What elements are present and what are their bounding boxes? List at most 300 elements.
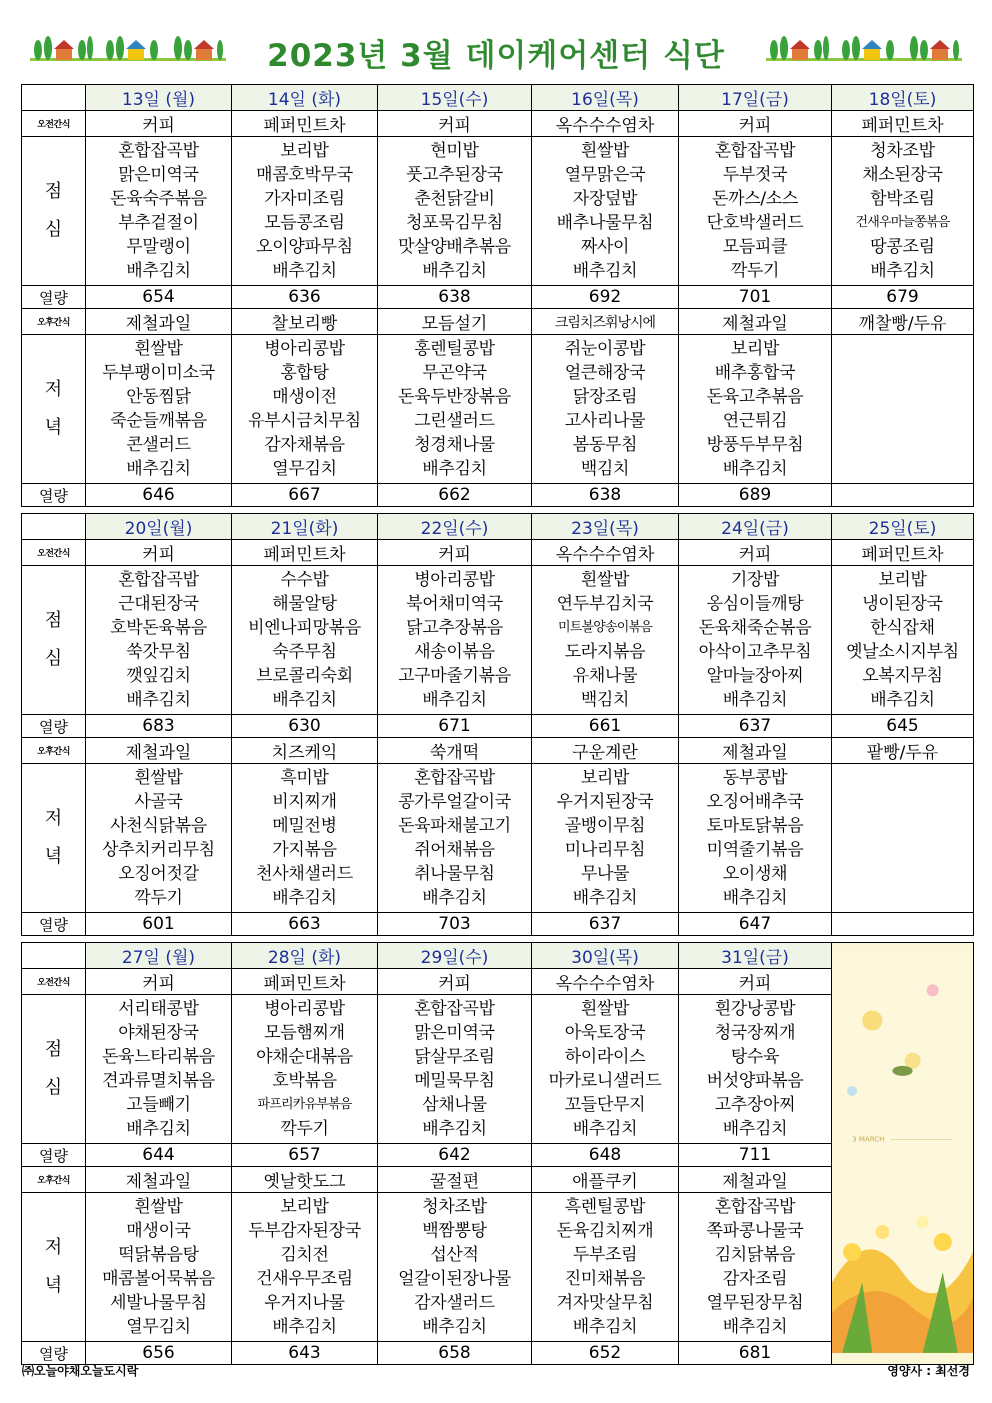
lunch-kcal: 648 <box>532 1144 679 1167</box>
menu-item: 배추김치 <box>422 1119 487 1139</box>
menu-item: 방풍두부무침 <box>706 435 804 455</box>
menu-item: 새송이볶음 <box>414 642 495 662</box>
menu-item: 그린샐러드 <box>414 411 495 431</box>
menu-item: 두부팽이미소국 <box>102 363 215 383</box>
menu-item: 세발나물무침 <box>110 1293 207 1313</box>
menu-item: 돈육김치찌개 <box>556 1221 654 1241</box>
menu-item: 배추김치 <box>422 459 487 479</box>
menu-item: 건새우마늘쫑볶음 <box>855 215 950 230</box>
menu-item: 배추김치 <box>422 1317 487 1337</box>
label-char: 심 <box>44 1077 63 1098</box>
menu-item: 옛날소시지부침 <box>846 642 959 662</box>
menu-item: 고들빼기 <box>126 1095 191 1115</box>
dinner-menu <box>679 335 832 484</box>
label-char: 점 <box>44 181 63 202</box>
menu-item: 견과류멸치볶음 <box>102 1071 215 1091</box>
kcal-label: 열량 <box>22 484 86 507</box>
morning-snack: 페퍼민트차 <box>232 969 378 995</box>
lunch-menu <box>532 995 679 1144</box>
village-decoration-icon <box>764 32 964 72</box>
morning-snack: 커피 <box>378 540 532 566</box>
lunch-menu <box>378 137 532 286</box>
menu-item: 배추김치 <box>572 261 638 281</box>
dinner-kcal <box>832 484 974 507</box>
dinner-menu <box>832 764 974 913</box>
morning-snack-label: 오전간식 <box>22 111 86 137</box>
day-header: 15일(수) <box>378 85 532 111</box>
menu-item: 닭장조림 <box>572 387 638 407</box>
menu-item: 얼큰해장국 <box>564 363 646 383</box>
morning-snack-label: 오전간식 <box>22 540 86 566</box>
menu-item: 병아리콩밥 <box>264 999 345 1019</box>
menu-item: 배추김치 <box>272 261 337 281</box>
menu-item: 돈육채죽순볶음 <box>698 618 812 638</box>
menu-item: 두부감자된장국 <box>248 1221 361 1241</box>
lunch-menu <box>86 566 232 715</box>
lunch-menu <box>232 137 378 286</box>
menu-item: 청포묵김무침 <box>406 213 503 233</box>
lunch-menu <box>232 995 378 1144</box>
dinner-menu <box>232 1193 378 1342</box>
lunch-kcal: 645 <box>832 715 974 738</box>
lunch-menu <box>679 995 832 1144</box>
menu-item: 맑은미역국 <box>414 1023 495 1043</box>
dinner-kcal: 637 <box>532 913 679 936</box>
menu-item: 땅콩조림 <box>870 237 935 257</box>
lunch-kcal: 692 <box>532 286 679 309</box>
afternoon-snack: 크림치즈휘낭시에 <box>532 309 679 335</box>
lunch-menu <box>532 566 679 715</box>
menu-item: 닭살무조림 <box>414 1047 495 1067</box>
menu-item: 파프리카유부볶음 <box>257 1097 352 1112</box>
menu-item: 혼합잡곡밥 <box>414 999 495 1019</box>
menu-item: 보리밥 <box>878 570 927 590</box>
morning-snack: 커피 <box>86 969 232 995</box>
lunch-label <box>22 566 86 715</box>
menu-item: 도라지볶음 <box>564 642 646 662</box>
menu-item: 흑미밥 <box>280 768 329 788</box>
month-caption: 3 MARCH <box>852 1134 885 1144</box>
label-char: 녁 <box>44 1275 63 1296</box>
dinner-menu <box>232 764 378 913</box>
menu-item: 돈육숙주볶음 <box>110 189 207 209</box>
menu-item: 배추홍합국 <box>714 363 796 383</box>
page-title: 2023년 3월 데이케어센터 식단 <box>267 38 725 74</box>
kcal-label: 열량 <box>22 1144 86 1167</box>
menu-item: 배추김치 <box>422 690 487 710</box>
menu-item: 배추김치 <box>126 459 191 479</box>
menu-item: 상추치커리무침 <box>102 840 215 860</box>
menu-item: 단호박샐러드 <box>706 213 804 233</box>
menu-item: 흰강낭콩밥 <box>714 999 796 1019</box>
day-header: 21일(화) <box>232 514 378 540</box>
menu-item: 고추장아찌 <box>714 1095 796 1115</box>
day-header: 31일(금) <box>679 943 832 969</box>
afternoon-snack: 옛날핫도그 <box>232 1167 378 1193</box>
lunch-kcal: 642 <box>378 1144 532 1167</box>
dinner-label <box>22 1193 86 1342</box>
menu-item: 오이생채 <box>722 864 788 884</box>
menu-item: 콘샐러드 <box>126 435 191 455</box>
afternoon-snack: 제철과일 <box>679 309 832 335</box>
header <box>20 24 972 76</box>
menu-item: 유부시금치무침 <box>248 411 361 431</box>
lunch-kcal: 644 <box>86 1144 232 1167</box>
menu-item: 탕수육 <box>730 1047 780 1067</box>
lunch-kcal: 657 <box>232 1144 378 1167</box>
menu-item: 혼합잡곡밥 <box>414 768 495 788</box>
afternoon-snack: 제철과일 <box>86 309 232 335</box>
dinner-menu <box>532 1193 679 1342</box>
menu-item: 청경채나물 <box>414 435 495 455</box>
menu-item: 배추김치 <box>126 690 191 710</box>
menu-item: 감자샐러드 <box>414 1293 495 1313</box>
morning-snack: 커피 <box>679 969 832 995</box>
dinner-menu <box>832 335 974 484</box>
afternoon-snack: 모듬설기 <box>378 309 532 335</box>
nutritionist-name: 영양사 : 최선경 <box>887 1364 970 1378</box>
menu-item: 배추나물무침 <box>556 213 654 233</box>
meal-plan-table <box>21 84 974 1365</box>
menu-item: 메밀묵무침 <box>414 1071 495 1091</box>
lunch-kcal: 671 <box>378 715 532 738</box>
day-header: 27일 (월) <box>86 943 232 969</box>
afternoon-snack: 깨찰빵/두유 <box>832 309 974 335</box>
menu-item: 열무김치 <box>272 459 337 479</box>
day-header: 17일(금) <box>679 85 832 111</box>
menu-item: 미나리무침 <box>564 840 646 860</box>
afternoon-snack: 제철과일 <box>679 738 832 764</box>
menu-item: 흰쌀밥 <box>580 570 630 590</box>
lunch-kcal: 638 <box>378 286 532 309</box>
menu-item: 배추김치 <box>272 1317 337 1337</box>
menu-item: 보리밥 <box>580 768 630 788</box>
day-header: 20일(월) <box>86 514 232 540</box>
menu-item: 매콤호박무국 <box>256 165 353 185</box>
kcal-label: 열량 <box>22 286 86 309</box>
menu-item: 홍렌틸콩밥 <box>414 339 495 359</box>
menu-item: 흰쌀밥 <box>580 999 630 1019</box>
afternoon-snack: 구운계란 <box>532 738 679 764</box>
morning-snack: 페퍼민트차 <box>232 540 378 566</box>
menu-item: 동부콩밥 <box>722 768 788 788</box>
week-separator <box>22 507 974 514</box>
menu-item: 쥐눈이콩밥 <box>564 339 646 359</box>
menu-item: 배추김치 <box>422 261 487 281</box>
label-char: 심 <box>44 648 63 669</box>
menu-item: 봄동무침 <box>572 435 638 455</box>
day-header: 24일(금) <box>679 514 832 540</box>
menu-item: 메밀전병 <box>272 816 337 836</box>
menu-item: 호박돈육볶음 <box>110 618 207 638</box>
menu-item: 배추김치 <box>126 261 191 281</box>
menu-item: 배추김치 <box>422 888 487 908</box>
menu-item: 오복지무침 <box>862 666 943 686</box>
menu-item: 모듬피클 <box>722 237 788 257</box>
menu-item: 떡닭볶음탕 <box>118 1245 199 1265</box>
menu-item: 현미밥 <box>430 141 479 161</box>
menu-item: 모듬햄찌개 <box>264 1023 345 1043</box>
menu-item: 보리밥 <box>280 1197 329 1217</box>
menu-item: 야채된장국 <box>118 1023 199 1043</box>
menu-item: 비지찌개 <box>272 792 337 812</box>
lunch-kcal: 701 <box>679 286 832 309</box>
menu-item: 얼갈이된장나물 <box>398 1269 511 1289</box>
lunch-menu <box>679 566 832 715</box>
menu-item: 골뱅이무침 <box>564 816 646 836</box>
menu-item: 배추김치 <box>722 459 788 479</box>
lunch-menu <box>532 137 679 286</box>
menu-item: 미역줄기볶음 <box>706 840 804 860</box>
menu-item: 청차조밥 <box>422 1197 487 1217</box>
lunch-kcal: 683 <box>86 715 232 738</box>
kcal-label: 열량 <box>22 715 86 738</box>
menu-item: 돈육파채불고기 <box>398 816 511 836</box>
menu-item: 깍두기 <box>134 888 183 908</box>
menu-item: 쥐어채볶음 <box>414 840 495 860</box>
menu-item: 우거지된장국 <box>556 792 654 812</box>
afternoon-snack: 치즈케익 <box>232 738 378 764</box>
menu-item: 깻잎김치 <box>126 666 191 686</box>
menu-item: 흑렌틸콩밥 <box>564 1197 646 1217</box>
menu-item: 한식잡채 <box>870 618 935 638</box>
dinner-menu <box>532 335 679 484</box>
morning-snack: 옥수수수염차 <box>532 111 679 137</box>
menu-item: 배추김치 <box>722 1317 788 1337</box>
menu-item: 겨자맛살무침 <box>556 1293 654 1313</box>
menu-item: 북어채미역국 <box>406 594 503 614</box>
spring-illustration <box>832 943 974 1365</box>
day-header: 23일(목) <box>532 514 679 540</box>
morning-snack: 커피 <box>86 111 232 137</box>
menu-item: 배추김치 <box>272 888 337 908</box>
menu-item: 돈까스/소스 <box>711 189 799 209</box>
morning-snack-label: 오전간식 <box>22 969 86 995</box>
day-header: 30일(목) <box>532 943 679 969</box>
day-header: 13일 (월) <box>86 85 232 111</box>
menu-item: 유채나물 <box>572 666 638 686</box>
label-char: 점 <box>44 1039 63 1060</box>
afternoon-snack: 제철과일 <box>86 1167 232 1193</box>
menu-item: 돈육두반장볶음 <box>398 387 511 407</box>
lunch-menu <box>232 566 378 715</box>
spring-flowers-icon <box>832 950 973 1353</box>
menu-item: 알마늘장아찌 <box>706 666 804 686</box>
menu-item: 청차조밥 <box>870 141 935 161</box>
dinner-kcal: 652 <box>532 1342 679 1365</box>
menu-item: 백김치 <box>580 690 630 710</box>
day-header: 29일(수) <box>378 943 532 969</box>
menu-item: 열무된장무침 <box>706 1293 804 1313</box>
menu-item: 홍합탕 <box>280 363 329 383</box>
lunch-menu <box>86 137 232 286</box>
menu-item: 사천식닭볶음 <box>110 816 207 836</box>
lunch-kcal: 636 <box>232 286 378 309</box>
menu-item: 김치닭볶음 <box>714 1245 796 1265</box>
dinner-kcal <box>832 913 974 936</box>
label-char: 녁 <box>44 846 63 867</box>
menu-item: 매콤볼어묵볶음 <box>102 1269 215 1289</box>
menu-item: 배추김치 <box>722 888 788 908</box>
day-header: 18일(토) <box>832 85 974 111</box>
menu-item: 숙주무침 <box>272 642 337 662</box>
lunch-menu <box>378 566 532 715</box>
morning-snack: 커피 <box>86 540 232 566</box>
afternoon-snack: 찰보리빵 <box>232 309 378 335</box>
afternoon-snack: 꿀절편 <box>378 1167 532 1193</box>
menu-item: 취나물무침 <box>414 864 495 884</box>
morning-snack: 커피 <box>679 540 832 566</box>
menu-item: 혼합잡곡밥 <box>714 141 796 161</box>
menu-item: 오징어젓갈 <box>118 864 199 884</box>
menu-item: 두부젓국 <box>722 165 788 185</box>
menu-item: 배추김치 <box>722 1119 788 1139</box>
menu-item: 오징어배추국 <box>706 792 804 812</box>
morning-snack: 페퍼민트차 <box>832 540 974 566</box>
menu-item: 돈육고추볶음 <box>706 387 804 407</box>
menu-item: 버섯양파볶음 <box>706 1071 804 1091</box>
menu-item: 병아리콩밥 <box>414 570 495 590</box>
afternoon-snack-label: 오후간식 <box>22 738 86 764</box>
afternoon-snack: 제철과일 <box>86 738 232 764</box>
dinner-menu <box>532 764 679 913</box>
menu-item: 가자미조림 <box>264 189 345 209</box>
menu-item: 열무맑은국 <box>564 165 646 185</box>
menu-item: 옹심이들깨탕 <box>706 594 804 614</box>
lunch-menu <box>679 137 832 286</box>
morning-snack: 옥수수수염차 <box>532 969 679 995</box>
menu-item: 병아리콩밥 <box>264 339 345 359</box>
day-header: 28일 (화) <box>232 943 378 969</box>
menu-item: 감자채볶음 <box>264 435 345 455</box>
menu-item: 연두부김치국 <box>556 594 654 614</box>
company-name: ㈜오늘야채오늘도시락 <box>22 1364 139 1378</box>
lunch-menu <box>832 566 974 715</box>
menu-item: 보리밥 <box>280 141 329 161</box>
dinner-kcal: 656 <box>86 1342 232 1365</box>
menu-item: 흰쌀밥 <box>134 768 183 788</box>
menu-item: 혼합잡곡밥 <box>118 141 199 161</box>
menu-item: 부추겉절이 <box>118 213 199 233</box>
menu-item: 맑은미역국 <box>118 165 199 185</box>
day-header: 14일 (화) <box>232 85 378 111</box>
menu-item: 청국장찌개 <box>714 1023 796 1043</box>
day-header: 22일(수) <box>378 514 532 540</box>
menu-item: 배추김치 <box>722 690 788 710</box>
lunch-menu <box>86 995 232 1144</box>
menu-item: 건새우무조림 <box>256 1269 353 1289</box>
menu-item: 섭산적 <box>430 1245 479 1265</box>
menu-item: 배추김치 <box>126 1119 191 1139</box>
menu-item: 백김치 <box>580 459 630 479</box>
dinner-kcal: 689 <box>679 484 832 507</box>
afternoon-snack-label: 오후간식 <box>22 309 86 335</box>
menu-item: 배추김치 <box>272 690 337 710</box>
dinner-kcal: 663 <box>232 913 378 936</box>
menu-item: 고사리나물 <box>564 411 646 431</box>
week-separator <box>22 936 974 943</box>
menu-item: 천사채샐러드 <box>256 864 353 884</box>
dinner-menu <box>679 764 832 913</box>
menu-item: 배추김치 <box>572 888 638 908</box>
menu-item: 무나물 <box>580 864 630 884</box>
menu-item: 안동찜닭 <box>126 387 191 407</box>
menu-item: 매생이국 <box>126 1221 191 1241</box>
menu-item: 죽순들깨볶음 <box>110 411 207 431</box>
menu-item: 콩가루얼갈이국 <box>398 792 511 812</box>
dinner-kcal: 658 <box>378 1342 532 1365</box>
menu-item: 브로콜리숙회 <box>256 666 353 686</box>
afternoon-snack: 애플쿠키 <box>532 1167 679 1193</box>
menu-item: 아삭이고추무침 <box>698 642 812 662</box>
menu-item: 비엔나피망볶음 <box>248 618 361 638</box>
dinner-menu <box>86 335 232 484</box>
menu-item: 마카로니샐러드 <box>548 1071 662 1091</box>
corner-cell <box>22 85 86 111</box>
dinner-label <box>22 764 86 913</box>
menu-item: 닭고추장볶음 <box>406 618 503 638</box>
label-char: 심 <box>44 219 63 240</box>
menu-item: 돈육느타리볶음 <box>102 1047 215 1067</box>
morning-snack: 커피 <box>378 969 532 995</box>
menu-item: 보리밥 <box>730 339 780 359</box>
menu-item: 삼채나물 <box>422 1095 487 1115</box>
dinner-menu <box>232 335 378 484</box>
dinner-menu <box>86 764 232 913</box>
menu-item: 고구마줄기볶음 <box>398 666 511 686</box>
lunch-kcal: 654 <box>86 286 232 309</box>
menu-item: 두부조림 <box>572 1245 638 1265</box>
label-char: 저 <box>44 808 63 829</box>
label-char: 저 <box>44 379 63 400</box>
menu-item: 맛살양배추볶음 <box>398 237 511 257</box>
dinner-menu <box>86 1193 232 1342</box>
menu-item: 토마토닭볶음 <box>706 816 804 836</box>
dinner-kcal: 662 <box>378 484 532 507</box>
lunch-label <box>22 995 86 1144</box>
menu-item: 흰쌀밥 <box>580 141 630 161</box>
label-char: 점 <box>44 610 63 631</box>
morning-snack: 커피 <box>679 111 832 137</box>
menu-item: 무곤약국 <box>422 363 487 383</box>
lunch-menu <box>832 137 974 286</box>
menu-item: 꼬들단무지 <box>564 1095 646 1115</box>
menu-item: 자장덮밥 <box>572 189 638 209</box>
menu-item: 우거지나물 <box>264 1293 345 1313</box>
afternoon-snack: 제철과일 <box>679 1167 832 1193</box>
menu-item: 백짬뽕탕 <box>422 1221 487 1241</box>
menu-item: 근대된장국 <box>118 594 199 614</box>
afternoon-snack: 팥빵/두유 <box>832 738 974 764</box>
menu-item: 무말랭이 <box>126 237 191 257</box>
menu-item: 연근튀김 <box>722 411 788 431</box>
menu-item: 사골국 <box>134 792 183 812</box>
lunch-kcal: 630 <box>232 715 378 738</box>
menu-item: 혼합잡곡밥 <box>118 570 199 590</box>
kcal-label: 열량 <box>22 1342 86 1365</box>
afternoon-snack-label: 오후간식 <box>22 1167 86 1193</box>
dinner-kcal: 643 <box>232 1342 378 1365</box>
dinner-kcal: 601 <box>86 913 232 936</box>
dinner-kcal: 638 <box>532 484 679 507</box>
menu-item: 매생이전 <box>272 387 337 407</box>
label-char: 저 <box>44 1237 63 1258</box>
dinner-kcal: 647 <box>679 913 832 936</box>
kcal-label: 열량 <box>22 913 86 936</box>
menu-item: 모듬콩조림 <box>264 213 345 233</box>
menu-item: 김치전 <box>280 1245 329 1265</box>
menu-item: 쑥갓무침 <box>126 642 191 662</box>
